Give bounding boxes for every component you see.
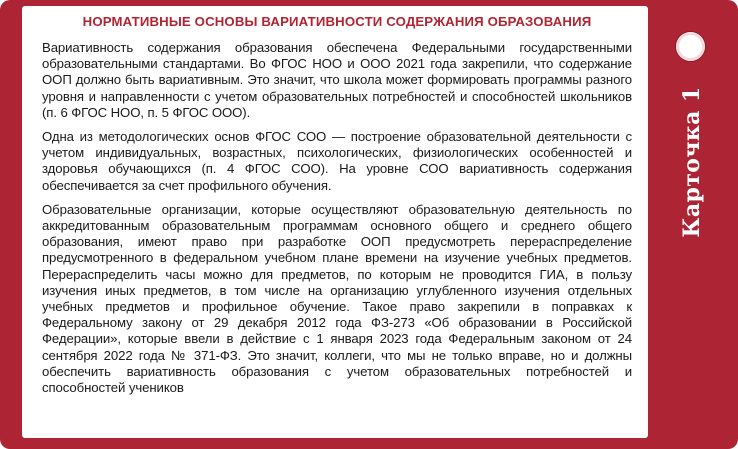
- paragraph-2: Одна из методологических основ ФГОС СОО — построение образовательной деятельности с учетом индивидуальных, возрастных, психологических, физиологических особенностей и здоровья обучающихся (п. 4 ФГОС СОО). На уровне СОО вариативность содержания обеспечивается за счет профильного обучения.: [42, 129, 632, 193]
- card-side-tab: [648, 0, 738, 449]
- card-number-label: Карточка 1: [679, 86, 705, 238]
- card-title: НОРМАТИВНЫЕ ОСНОВЫ ВАРИАТИВНОСТИ СОДЕРЖАНИЯ ОБРАЗОВАНИЯ: [82, 14, 592, 29]
- punch-hole-icon: [676, 32, 705, 61]
- paragraph-1: Вариативность содержания образования обеспечена Федеральными государственными образовательными стандартами. Во ФГОС НОО и ООО 2021 года закрепили, что содержание ООП должно быть вариативным. Это значит, что школа может формировать программы разного уровня и направленности с учетом образовательных потребностей и способностей школьников (п. 6 ФГОС НОО, п. 5 ФГОС ООО).: [42, 40, 632, 120]
- paragraph-3: Образовательные организации, которые осуществляют образовательную деятельность по аккредитованным образовательным программам основного общего и среднего общего образования, имеют право при разработке ООП предусмотреть перераспределение предусмотренного в федеральном учебном плане времени на изучение учебных предметов. Перераспределить часы можно для предметов, по которым не проводится ГИА, в пользу изучения иных предметов, в том числе на организацию углубленного изучения отдельных учебных предметов и профильное обучение. Такое право закрепили в поправках к Федеральному закону от 29 декабря 2012 года ФЗ-273 «Об образовании в Российской Федерации», которые ввели в действие с 1 января 2023 года Федеральным законом от 24 сентября 2022 года № 371-ФЗ. Это значит, коллеги, что мы не только вправе, но и должны обеспечить вариативность образования с учетом образовательных потребностей и способностей учеников: [42, 201, 632, 396]
- card-content: [22, 6, 648, 438]
